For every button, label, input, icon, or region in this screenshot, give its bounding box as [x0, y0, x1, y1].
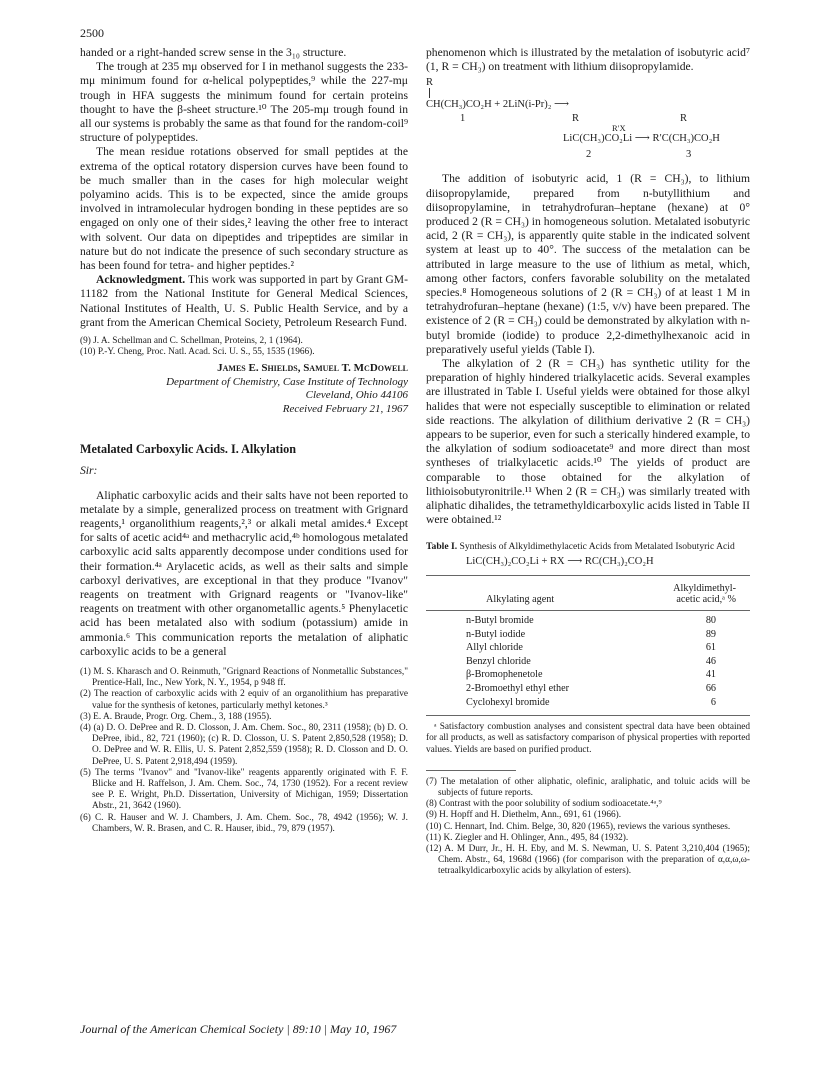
- table-cell-yield: 46: [705, 655, 716, 667]
- paragraph: handed or a right-handed screw sense in the 3₁₀ structure.: [80, 46, 347, 59]
- footnote: (9) J. A. Schellman and C. Schellman, Proteins, 2, 1 (1964).: [80, 336, 303, 347]
- footnote: (8) Contrast with the poor solubility of sodium sodioacetate.⁴ᵃ,⁹: [426, 799, 662, 810]
- paragraph: Aliphatic carboxylic acids and their salts have not been reported to metalate by a simple, generalized process on treatment with Grignard reagents,¹ organolithium reagents,²,³ or alkali metal amides.⁴ Except for salts of acetic acid⁴ᵃ and methacrylic acid,⁴ᵇ homologous metalated carboxylic acid salts apparently decompose under conditions used for their formation.⁴ᵃ Arylacetic acids, as well as their salts and simple carboxyl derivatives, are exceptional in that they produce "Ivanov" reagents on treatment with Grignard reagents or "Ivanov-like" reagents on treatment with other organometallic agents.⁵ Phenylacetic acid has been metalated also with sodium (potassium) amide in ammonia.⁶ This communication reports the metalation of aliphatic carboxylic acids to be a general: [80, 488, 408, 658]
- table-row: [426, 682, 750, 696]
- paragraph: The addition of isobutyric acid, 1 (R = CH₃), to lithium diisopropylamide, prepared from n-butyllithium and diisopropylamine, in tetrahydrofuran–heptane (hexane) at 0° produced 2 (R = CH₃) in homogeneous solution. Metalated isobutyric acid, 2 (R = CH₃), is apparently quite stable in the indicated solvent system at least up to 40°. The success of the metalation can be attributed in large measure to the use of lithium as metal, which, among other factors, confers favorable solubility on the metalated species.⁸ Homogeneous solutions of 2 (R = CH₃) of at least 1 M in tetrahydrofuran–heptane (hexane) (1:5, v/v) have been prepared. The existence of 2 (R = CH₃) could be demonstrated by alkylation with n-butyl bromide (iodide) to produce 2,2-dimethylhexanoic acid in preparatively useful yields (Table I).: [426, 172, 750, 356]
- paragraph: phenomenon which is illustrated by the metalation of isobutyric acid⁷ (1, R = CH₃) on treatment with lithium diisopropylamide.: [426, 46, 750, 74]
- footnote: (9) H. Hopff and H. Diethelm, Ann., 691, 61 (1966).: [426, 810, 622, 821]
- table-label: Table I.: [426, 541, 458, 553]
- table-header-agent: Alkylating agent: [486, 594, 555, 606]
- salutation: Sir:: [80, 464, 98, 478]
- table-rule: [426, 575, 750, 576]
- table-title: Synthesis of Alkyldimethylacetic Acids from Metalated Isobutyric Acid: [459, 541, 735, 553]
- footnote: (3) E. A. Braude, Progr. Org. Chem., 3, 188 (1955).: [80, 711, 272, 722]
- journal-footer: Journal of the American Chemical Society | 89:10 | May 10, 1967: [80, 1022, 397, 1036]
- table-row: [426, 655, 750, 669]
- reaction-scheme: [426, 74, 750, 172]
- author-city: Cleveland, Ohio 44106: [305, 389, 408, 402]
- footnote: (4) (a) D. O. DePree and R. D. Closson, J. Am. Chem. Soc., 80, 2311 (1958); (b) D. O. DePree, ibid., 82, 721 (1960); (c) R. D. Closson, U. S. Patent 2,850,528 (1958); D. O. DePree and W. R. Ellis, U. S. Patent 2,852,559 (1958); R. D. Closson and D. O. DePree, U. S. Patent 2,918,494 (1959).: [80, 722, 408, 767]
- scheme-reagent: R′X: [612, 123, 626, 134]
- table-equation: LiC(CH₃)₂CO₂Li + RX ⟶ RC(CH₃)₂CO₂H: [466, 555, 654, 567]
- compound-number: 1: [460, 113, 466, 125]
- page-number: 2500: [80, 26, 104, 40]
- table-body: [426, 607, 750, 709]
- table-cell-agent: Allyl chloride: [466, 642, 523, 654]
- table-cell-agent: 2-Bromoethyl ethyl ether: [466, 683, 569, 695]
- table-row: [426, 668, 750, 682]
- table-rule: [426, 610, 750, 611]
- footnote: (10) P.-Y. Cheng, Proc. Natl. Acad. Sci. U. S., 55, 1535 (1966).: [80, 347, 315, 358]
- footnotes-right: [426, 777, 750, 878]
- author-dept: Department of Chemistry, Case Institute of Technology: [166, 375, 408, 388]
- footnote: (1) M. S. Kharasch and O. Reinmuth, "Grignard Reactions of Nonmetallic Substances," Prentice-Hall, Inc., New York, N. Y., 1954, p 948 ff.: [80, 666, 408, 689]
- footnotes-bottom: [80, 667, 408, 835]
- table-rule: [426, 715, 750, 716]
- table-cell-yield: 66: [705, 683, 716, 695]
- table-cell-yield: 89: [705, 628, 716, 640]
- compound-number: 3: [686, 149, 692, 161]
- table-header-row: [426, 582, 750, 607]
- table-row: [426, 696, 750, 710]
- scheme-r-label: R: [680, 113, 688, 125]
- scheme-eq1: CH(CH₃)CO₂H + 2LiN(i-Pr)₂ ⟶: [426, 99, 570, 111]
- ack-text: This work was supported in part by Grant GM-11182 from the National Institute for General Medical Sciences, National Institutes of Health, U. S. Public Health Service, and by a grant from the American Chemical Society, Petroleum Research Fund.: [80, 273, 408, 329]
- table-cell-yield: 61: [705, 642, 716, 654]
- table-row: [426, 641, 750, 655]
- table-caption: [426, 541, 750, 552]
- table-cell-yield: 41: [705, 669, 716, 681]
- paragraph: The alkylation of 2 (R = CH₃) has synthetic utility for the preparation of highly hindered trialkylacetic acids. Several examples are illustrated in Table I. Useful yields were obtained for those alkyl halides that were not especially susceptible to elimination or related side reactions. The alkylation of dilithium derivative 2 (R = CH₃) appears to be superior, even for such a sterically hindered example, to the alkylation of sodium sodioacetate⁹ and more direct than most syntheses of trialkylacetic acids.¹⁰ The yields of product are comparable to those obtained for the alkylation of lithioisobutyronitrile.¹¹ When 2 (R = CH₃) was similarly treated with aliphatic dihalides, the tetramethyldicarboxylic acids listed in Table II were obtained.¹²: [426, 357, 750, 527]
- table-header-yield: [636, 582, 750, 607]
- compound-number: 2: [586, 149, 592, 161]
- footnotes-top: [80, 336, 408, 358]
- footnote: (7) The metalation of other aliphatic, olefinic, araliphatic, and toluic acids will be subjects of future reports.: [426, 776, 750, 799]
- author-signature: [80, 362, 408, 416]
- author-names: James E. Shields, Samuel T. McDowell: [217, 362, 408, 375]
- table-cell-agent: Cyclohexyl bromide: [466, 696, 550, 708]
- footnote: (11) K. Ziegler and H. Ohlinger, Ann., 495, 84 (1932).: [426, 832, 629, 843]
- acknowledgment: [80, 273, 408, 330]
- table-cell-yield: 80: [705, 615, 716, 627]
- left-column: [80, 46, 408, 835]
- footnote: (2) The reaction of carboxylic acids with 2 equiv of an organolithium has preparative value for the synthesis of ketones, particularly methyl ketones.³: [80, 689, 408, 711]
- right-column: [426, 46, 750, 878]
- ack-label: Acknowledgment.: [96, 273, 186, 287]
- footnote-rule: [426, 770, 516, 771]
- footnote: (10) C. Hennart, Ind. Chim. Belge, 30, 820 (1965), reviews the various syntheses.: [426, 821, 731, 832]
- paragraph: The mean residue rotations observed for small peptides at the extrema of the optical rotatory dispersion curves have been found to be much smaller than in the cases for high molecular weight polyamino acids. This is to be expected, since the amide groups involved in intramolecular hydrogen bonding in these peptides are so engaged on only one of their sides,² leaving the other free to interact with solvent. Our data on dipeptides and tripeptides are similar in nature but do not indicate the presence of such secondary structure as has been found for tetra- and higher peptides.²: [80, 145, 408, 273]
- received-date: Received February 21, 1967: [282, 402, 408, 415]
- table-cell-agent: Benzyl chloride: [466, 655, 531, 667]
- footnote: (6) C. R. Hauser and W. J. Chambers, J. Am. Chem. Soc., 78, 4942 (1956); W. J. Chambers, W. R. Brasen, and C. R. Hauser, ibid., 79, 879 (1957).: [80, 812, 408, 834]
- footnote: (12) A. M Durr, Jr., H. H. Eby, and M. S. Newman, U. S. Patent 3,210,404 (1965); Chem. Abstr., 64, 1968d (1966) (for comparison with the preparation of α,α,ω,ω-tetraalkyldicarboxylic acids by alkylation of esters).: [426, 844, 750, 877]
- yield-table: [426, 582, 750, 709]
- table-cell-agent: n-Butyl bromide: [466, 615, 534, 627]
- table-cell-yield: 6: [710, 696, 716, 708]
- footnote: (5) The terms "Ivanov" and "Ivanov-like" reagents apparently originated with F. F. Blicke and H. Raffelson, J. Am. Chem. Soc., 74, 1730 (1952). For a recent review see P. E. Wright, Ph.D. Dissertation, University of Michigan, 1959; Dissertation Abstr., 21, 3642 (1960).: [80, 767, 408, 812]
- table-row: [426, 628, 750, 642]
- scheme-r-label: R: [426, 77, 434, 89]
- article-title: Metalated Carboxylic Acids. I. Alkylation: [80, 442, 296, 457]
- table-cell-agent: β-Bromophenetole: [466, 669, 543, 681]
- table-row: [426, 614, 750, 628]
- scheme-eq2: LiC(CH₃)CO₂Li ⟶ R′C(CH₃)CO₂H: [563, 133, 720, 145]
- scheme-bond: [429, 88, 430, 98]
- table-cell-agent: n-Butyl iodide: [466, 628, 526, 640]
- table-header-yield-line1: Alkyldimethyl-: [673, 582, 736, 594]
- paragraph: The trough at 235 mμ observed for I in methanol suggests the 233-mμ minimum found for α-helical polypeptides,⁹ while the 227-mμ trough in HFA suggests the minimum found for certain proteins thought to have the β-sheet structure.¹⁰ The 205-mμ trough found in all our systems is probably the same as that found for the random-coil⁹ structure of polypeptides.: [80, 60, 408, 145]
- scheme-r-label: R: [572, 113, 580, 125]
- table-footnote: ᵃ Satisfactory combustion analyses and consistent spectral data have been obtained for all products, as well as satisfactory comparison of physical properties with reported values. Yields are based on purified product.: [426, 722, 750, 755]
- table-header-yield-line2: acetic acid,ᵃ %: [676, 594, 736, 606]
